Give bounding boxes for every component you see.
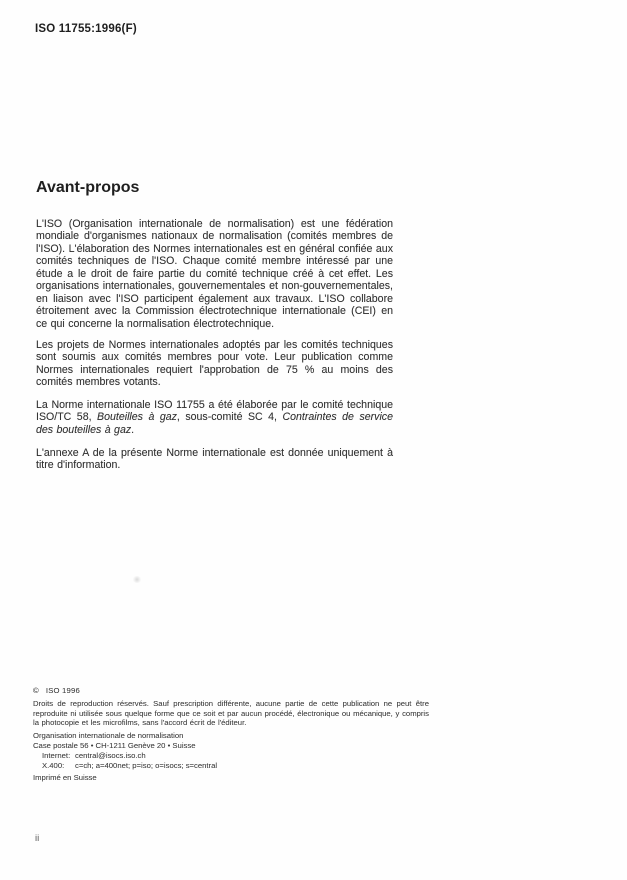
internet-label: Internet:: [42, 750, 71, 760]
internet-contact-row: [33, 751, 429, 760]
copyright-line: [33, 686, 429, 695]
printed-in-text: Imprimé en Suisse: [33, 772, 97, 782]
committee-text-segment: La Norme internationale ISO 11755 a été élaborée par le comité technique ISO/TC 58,: [36, 399, 393, 424]
subcommittee-title-italic: Contraintes de service des bouteilles à gaz: [36, 411, 393, 436]
x400-address: c=ch; a=400net; p=iso; o=isocs; s=central: [75, 760, 218, 770]
foreword-paragraph-3: [36, 399, 393, 436]
foreword-title: Avant-propos: [36, 179, 140, 196]
copyright-text: ISO 1996: [45, 686, 80, 695]
x400-contact-row: [33, 761, 429, 770]
sentence-end: .: [131, 423, 135, 436]
internet-address: central@isocs.iso.ch: [75, 750, 146, 760]
organization-name: Organisation internationale de normalisation: [33, 731, 184, 741]
copyright-icon: ©: [33, 686, 39, 695]
foreword-paragraph-2: Les projets de Normes internationales adoptés par les comités techniques sont soumis aux comités membres pour vote. Leur publication comme Normes internationales requiert l'approbation de 75 % au moins des comités membres votants.: [36, 339, 393, 389]
subcommittee-text-segment: , sous-comité SC 4,: [176, 411, 283, 424]
page-number: ii: [35, 833, 40, 844]
scan-artifact: [133, 576, 141, 583]
foreword-paragraph-1: L'ISO (Organisation internationale de normalisation) est une fédération mondiale d'organismes nationaux de normalisation (comités membres de l'ISO). L'élaboration des Normes internationales est en général confiée aux comités techniques de l'ISO. Chaque comité membre intéressé par une étude a le droit de faire partie du comité technique créé à cet effet. Les organisations internationales, gouvernementales et non-gouvernementales, en liaison avec l'ISO participent également aux travaux. L'ISO collabore étroitement avec la Commission électrotechnique internationale (CEI) en ce qui concerne la normalisation électrotechnique.: [36, 218, 393, 330]
document-reference: ISO 11755:1996(F): [35, 23, 137, 35]
reproduction-rights-text: Droits de reproduction réservés. Sauf prescription différente, aucune partie de cette publication ne peut être reproduite ni utilisée sous quelque forme que ce soit et par aucun procédé, électronique ou mécanique, y compris la photocopie et les microfilms, sans l'accord écrit de l'éditeur.: [33, 699, 429, 728]
postal-address: Case postale 56 • CH-1211 Genève 20 • Suisse: [33, 741, 196, 751]
foreword-paragraph-4: L'annexe A de la présente Norme internationale est donnée uniquement à titre d'information.: [36, 447, 393, 472]
committee-title-italic: Bouteilles à gaz: [97, 411, 177, 424]
x400-label: X.400:: [42, 760, 65, 770]
imprint-block: [33, 686, 429, 782]
